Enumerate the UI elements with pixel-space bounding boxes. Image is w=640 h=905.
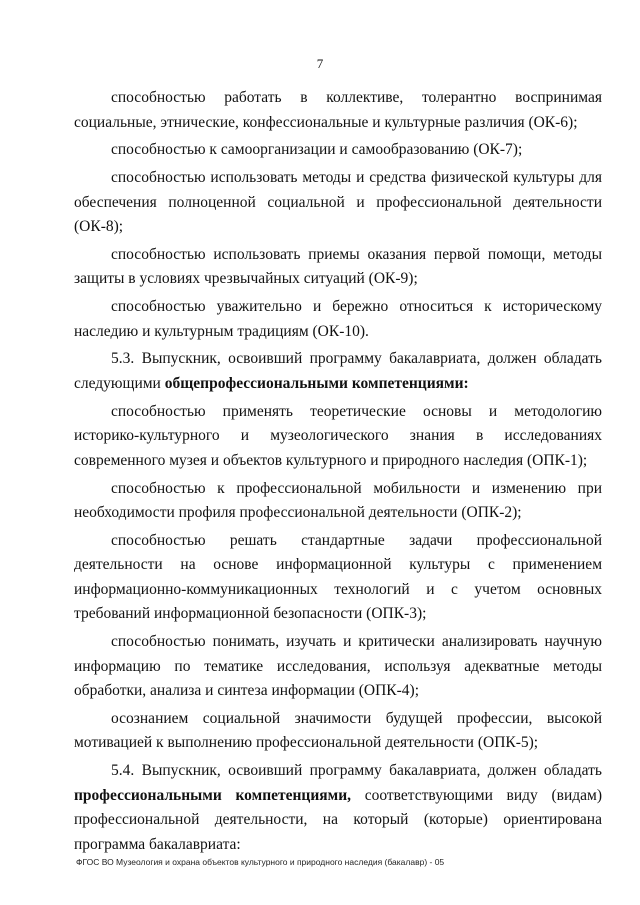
paragraph-ok-10: способностью уважительно и бережно относиться к историческому наследию и культурным традициям (ОК-10). — [74, 298, 602, 340]
paragraph-opk-5: осознанием социальной значимости будущей профессии, высокой мотивацией к выполнению профессиональной деятельности (ОПК-5); — [74, 709, 602, 752]
paragraph-ok-7: способностью к самоорганизации и самообразованию (ОК-7); — [111, 141, 523, 159]
section-5-4-bold: профессиональными компетенциями, — [74, 786, 352, 804]
paragraph-ok-6: способностью работать в коллективе, толерантно воспринимая социальные, этнические, конфессиональные и культурные различия (ОК-6); — [74, 89, 602, 131]
section-5-3-lead: 5.3. Выпускник, освоивший программу бакалавриата, должен обладать следующими — [74, 350, 602, 392]
paragraph-opk-4: способностью понимать, изучать и критически анализировать научную информацию по тематике исследования, используя адекватные методы обработки, анализа и синтеза информации (ОПК-4); — [74, 633, 602, 700]
page-number: 7 — [316, 56, 324, 71]
document-footer: ФГОС ВО Музеология и охрана объектов культурного и природного наследия (бакалавр) - 05 — [76, 857, 445, 867]
paragraph-opk-1: способностью применять теоретические основы и методологию историко-культурного и музеологического знания в исследованиях современного музея и объектов культурного и природного наследия (ОПК-1); — [74, 402, 602, 469]
section-5-4 — [74, 759, 602, 857]
paragraph-opk-2: способностью к профессиональной мобильности и изменению при необходимости профиля профессиональной деятельности (ОПК-2); — [74, 479, 602, 522]
section-5-3 — [74, 347, 602, 396]
section-5-4-lead: 5.4. Выпускник, освоивший программу бакалавриата, должен обладать — [111, 762, 602, 780]
section-5-3-bold: общепрофессиональными компетенциями: — [164, 374, 469, 392]
document-body — [74, 86, 602, 861]
paragraph-ok-9: способностью использовать приемы оказания первой помощи, методы защиты в условиях чрезвычайных ситуаций (ОК-9); — [74, 245, 602, 288]
paragraph-ok-8: способностью использовать методы и средства физической культуры для обеспечения полноценной социальной и профессиональной деятельности (ОК-8); — [74, 169, 602, 236]
section-5-4-rest: соответствующими виду (видам) профессиональной деятельности, на который (которые) ориентирована программа бакалавриата: — [74, 786, 602, 853]
paragraph-opk-3: способностью решать стандартные задачи профессиональной деятельности на основе информационной культуры с применением информационно-коммуникационных технологий и с учетом основных требований информационной безопасности (ОПК-3); — [74, 531, 602, 623]
